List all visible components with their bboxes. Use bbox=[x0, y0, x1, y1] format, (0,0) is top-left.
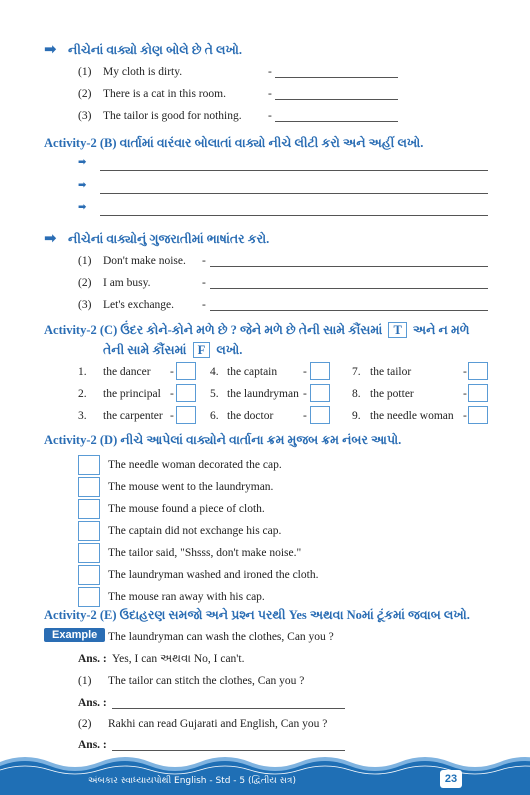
true-box-label: T bbox=[388, 322, 406, 338]
false-box-label: F bbox=[193, 342, 211, 358]
c-text: the potter bbox=[370, 388, 414, 400]
s1-item-num-2: (2) bbox=[78, 88, 92, 100]
order-box[interactable] bbox=[78, 455, 100, 475]
answer-box[interactable] bbox=[176, 384, 196, 402]
answer-line[interactable] bbox=[275, 77, 398, 78]
c-text: the principal bbox=[103, 388, 161, 400]
answer-box[interactable] bbox=[468, 406, 488, 424]
d-item: The captain did not exchange his cap. bbox=[108, 525, 282, 537]
activity2c-heading-part: તેની સામે કૌંસમાં bbox=[103, 343, 187, 357]
s1-item-text-1: My cloth is dirty. bbox=[103, 66, 183, 78]
page-number: 23 bbox=[440, 770, 462, 788]
c-text: the tailor bbox=[370, 366, 412, 378]
c-num: 1. bbox=[78, 366, 87, 378]
example-ans: Yes, I can અથવા No, I can't. bbox=[112, 653, 245, 665]
d-item: The mouse went to the laundryman. bbox=[108, 481, 274, 493]
answer-box[interactable] bbox=[468, 362, 488, 380]
s3-item-dash-3: - bbox=[202, 299, 206, 311]
c-dash: - bbox=[303, 388, 307, 400]
arrow-icon: ➡ bbox=[44, 40, 57, 58]
s1-item-dash-3: - bbox=[268, 110, 272, 122]
c-num: 8. bbox=[352, 388, 361, 400]
c-dash: - bbox=[463, 366, 467, 378]
activity2b-heading: Activity-2 (B) વાર્તામાં વારંવાર બોલાતાં વાક્યો નીચે લીટી કરો અને અહીં લખો. bbox=[44, 136, 424, 150]
order-box[interactable] bbox=[78, 587, 100, 607]
arrow-icon: ➡ bbox=[78, 157, 87, 168]
order-box[interactable] bbox=[78, 565, 100, 585]
s1-item-dash-2: - bbox=[268, 88, 272, 100]
s3-item-dash-1: - bbox=[202, 255, 206, 267]
ans2-label: Ans. : bbox=[78, 739, 107, 751]
order-box[interactable] bbox=[78, 543, 100, 563]
s1-item-text-3: The tailor is good for nothing. bbox=[103, 110, 242, 122]
s1-item-text-2: There is a cat in this room. bbox=[103, 88, 226, 100]
section3-heading: નીચેનાં વાક્યોનું ગુજરાતીમાં ભાષાંતર કરો. bbox=[68, 232, 270, 246]
c-text: the needle woman bbox=[370, 410, 454, 422]
answer-box[interactable] bbox=[176, 362, 196, 380]
s3-item-text-1: Don't make noise. bbox=[103, 255, 186, 267]
answer-box[interactable] bbox=[468, 384, 488, 402]
s3-item-num-1: (1) bbox=[78, 255, 92, 267]
answer-box[interactable] bbox=[310, 406, 330, 424]
c-text: the carpenter bbox=[103, 410, 163, 422]
q2-num: (2) bbox=[78, 718, 92, 730]
order-box[interactable] bbox=[78, 521, 100, 541]
c-dash: - bbox=[463, 410, 467, 422]
answer-line[interactable] bbox=[275, 99, 398, 100]
c-num: 9. bbox=[352, 410, 361, 422]
s1-item-dash-1: - bbox=[268, 66, 272, 78]
s3-item-num-2: (2) bbox=[78, 277, 92, 289]
activity2c-heading-part: Activity-2 (C) ઉંદર કોને-કોને મળે છે ? જેને મળે છે તેની સામે કૌંસમાં bbox=[44, 323, 383, 337]
c-num: 7. bbox=[352, 366, 361, 378]
activity2c-heading-part: અને ન મળે bbox=[412, 323, 470, 337]
c-text: the captain bbox=[227, 366, 278, 378]
example-badge: Example bbox=[44, 628, 105, 642]
c-dash: - bbox=[303, 410, 307, 422]
order-box[interactable] bbox=[78, 477, 100, 497]
example-text: The laundryman can wash the clothes, Can you ? bbox=[108, 631, 334, 643]
activity2c-heading-line2 bbox=[103, 342, 242, 358]
answer-line[interactable] bbox=[210, 310, 488, 311]
answer-box[interactable] bbox=[310, 384, 330, 402]
s3-item-text-3: Let's exchange. bbox=[103, 299, 175, 311]
answer-box[interactable] bbox=[310, 362, 330, 380]
footer-book-title: અંબકાર સ્વાધ્યાયપોથી English - Std - 5 (દ્વિતીય સત્ર) bbox=[88, 776, 296, 786]
arrow-icon: ➡ bbox=[78, 202, 87, 213]
d-item: The mouse found a piece of cloth. bbox=[108, 503, 265, 515]
arrow-icon: ➡ bbox=[44, 229, 57, 247]
example-ans-label: Ans. : bbox=[78, 653, 107, 665]
answer-line[interactable] bbox=[112, 708, 345, 709]
c-dash: - bbox=[303, 366, 307, 378]
d-item: The laundryman washed and ironed the cloth. bbox=[108, 569, 319, 581]
s3-item-dash-2: - bbox=[202, 277, 206, 289]
c-text: the laundryman bbox=[227, 388, 299, 400]
c-num: 4. bbox=[210, 366, 219, 378]
s1-item-num-3: (3) bbox=[78, 110, 92, 122]
answer-box[interactable] bbox=[176, 406, 196, 424]
answer-line[interactable] bbox=[210, 288, 488, 289]
s3-item-num-3: (3) bbox=[78, 299, 92, 311]
q1-num: (1) bbox=[78, 675, 92, 687]
d-item: The mouse ran away with his cap. bbox=[108, 591, 265, 603]
s3-item-text-2: I am busy. bbox=[103, 277, 151, 289]
c-text: the doctor bbox=[227, 410, 274, 422]
answer-line[interactable] bbox=[100, 193, 488, 194]
activity2e-heading: Activity-2 (E) ઉદાહરણ સમજો અને પ્રશ્ન પરથી Yes અથવા Noમાં ટૂંકમાં જવાબ લખો. bbox=[44, 608, 470, 622]
arrow-icon: ➡ bbox=[78, 180, 87, 191]
c-dash: - bbox=[170, 366, 174, 378]
c-dash: - bbox=[170, 388, 174, 400]
answer-line[interactable] bbox=[275, 121, 398, 122]
c-num: 3. bbox=[78, 410, 87, 422]
c-dash: - bbox=[463, 388, 467, 400]
answer-line[interactable] bbox=[100, 215, 488, 216]
c-dash: - bbox=[170, 410, 174, 422]
activity2d-heading: Activity-2 (D) નીચે આપેલાં વાક્યોને વાર્તાના ક્રમ મુજબ ક્રમ નંબર આપો. bbox=[44, 433, 402, 447]
answer-line[interactable] bbox=[210, 266, 488, 267]
section1-heading: નીચેનાં વાક્યો કોણ બોલે છે તે લખો. bbox=[68, 43, 242, 57]
activity2c-heading-part: લખો. bbox=[216, 343, 243, 357]
d-item: The tailor said, "Shsss, don't make noise." bbox=[108, 547, 302, 559]
activity2c-heading-line1 bbox=[44, 322, 470, 338]
c-num: 2. bbox=[78, 388, 87, 400]
c-num: 6. bbox=[210, 410, 219, 422]
ans1-label: Ans. : bbox=[78, 697, 107, 709]
s1-item-num-1: (1) bbox=[78, 66, 92, 78]
order-box[interactable] bbox=[78, 499, 100, 519]
d-item: The needle woman decorated the cap. bbox=[108, 459, 282, 471]
c-num: 5. bbox=[210, 388, 219, 400]
q2-text: Rakhi can read Gujarati and English, Can you ? bbox=[108, 718, 328, 730]
q1-text: The tailor can stitch the clothes, Can you ? bbox=[108, 675, 305, 687]
c-text: the dancer bbox=[103, 366, 151, 378]
answer-line[interactable] bbox=[100, 170, 488, 171]
